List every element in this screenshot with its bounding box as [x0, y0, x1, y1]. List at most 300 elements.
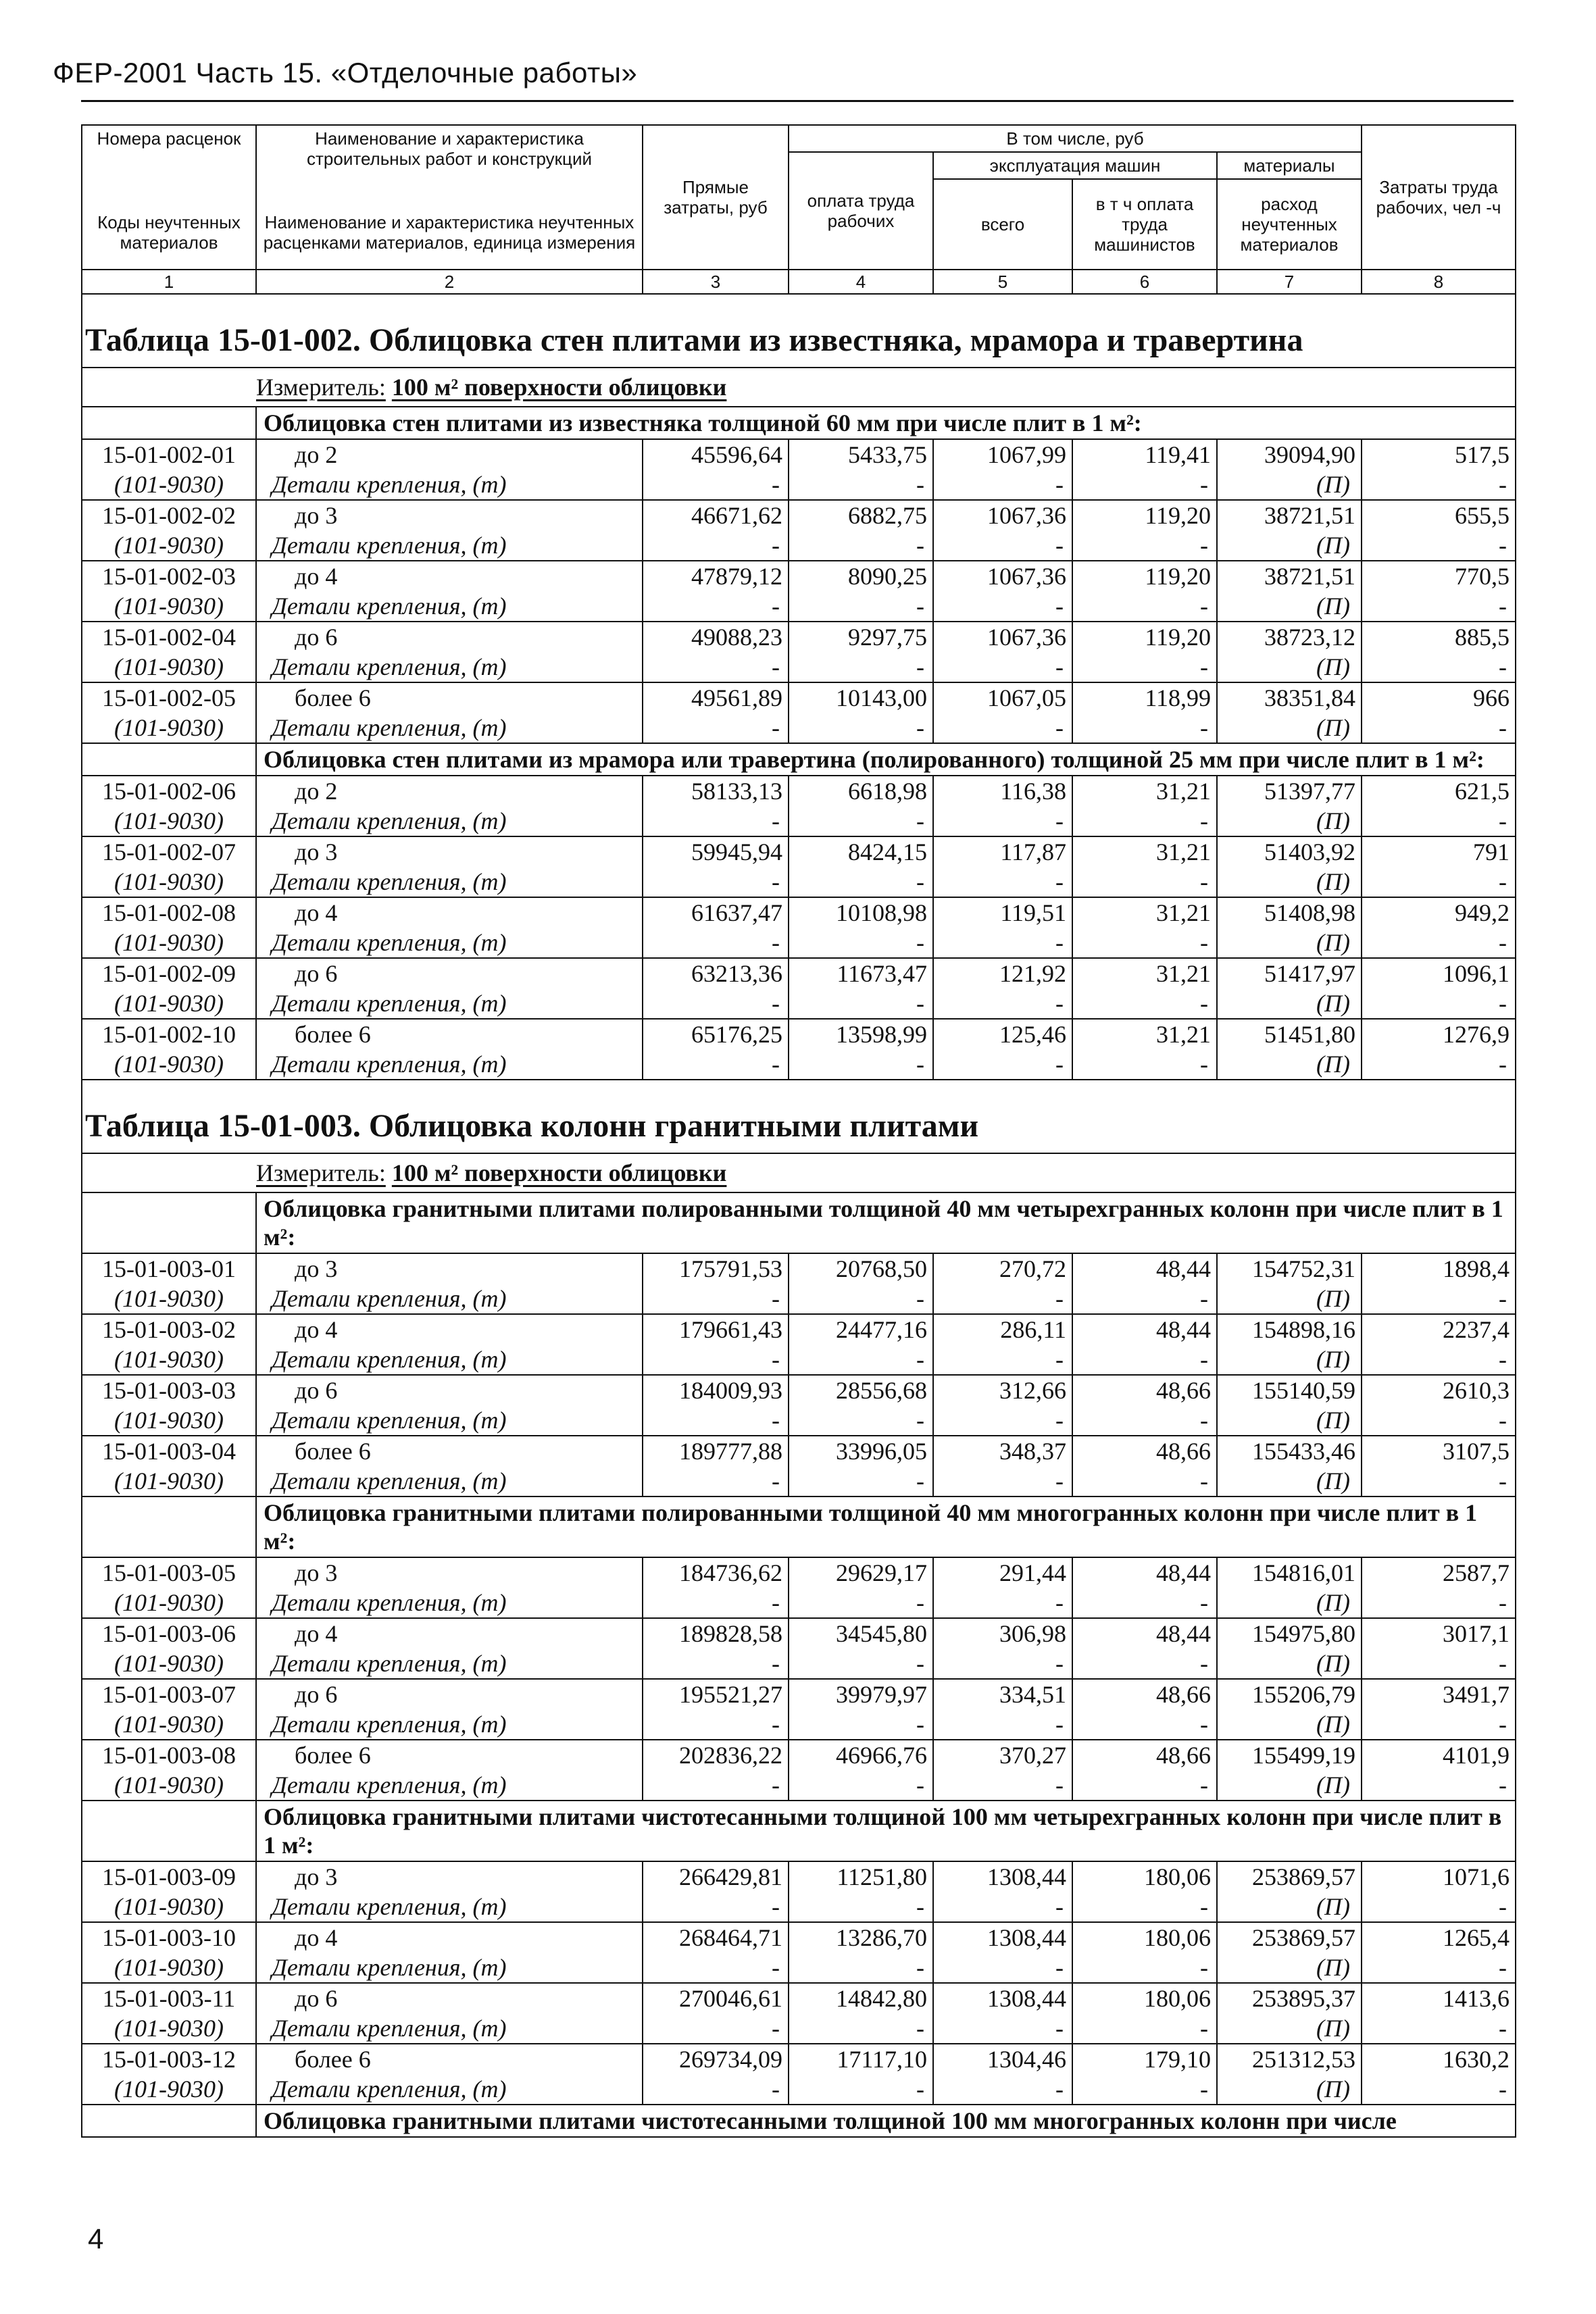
dash-cell: -	[789, 470, 933, 500]
materials-cost: 155206,79	[1217, 1679, 1362, 1709]
material-name: Детали крепления, (т)	[256, 1953, 643, 1983]
dash-cell: -	[643, 470, 789, 500]
page-number: 4	[88, 2223, 104, 2255]
header-rate-numbers: Номера расценок	[82, 125, 256, 195]
labor-pay: 11673,47	[789, 958, 933, 988]
header-direct-costs: Прямые затраты, руб	[643, 125, 789, 270]
dash-cell: -	[789, 1588, 933, 1618]
rate-code: 15-01-003-11	[82, 1983, 256, 2013]
dash-cell: -	[1362, 1770, 1516, 1801]
machinist-pay: 31,21	[1072, 897, 1217, 928]
material-code: (101-9030)	[82, 1284, 256, 1314]
dash-cell: -	[1072, 530, 1217, 561]
dash-cell: -	[789, 1344, 933, 1375]
dash-cell: -	[933, 1466, 1072, 1496]
direct-costs: 195521,27	[643, 1679, 789, 1709]
dash-cell: -	[643, 713, 789, 743]
rate-name: до 3	[256, 1557, 643, 1588]
dash-cell: -	[933, 530, 1072, 561]
material-name: Детали крепления, (т)	[256, 1892, 643, 1922]
rate-row	[82, 1922, 1516, 1953]
labor-pay: 14842,80	[789, 1983, 933, 2013]
labor-pay: 29629,17	[789, 1557, 933, 1588]
rate-name: до 3	[256, 1253, 643, 1284]
machinist-pay: 48,66	[1072, 1436, 1217, 1466]
rate-code: 15-01-002-07	[82, 836, 256, 867]
rate-code: 15-01-002-08	[82, 897, 256, 928]
dash-cell: -	[933, 652, 1072, 682]
header-materials-consumption: расход неучтенных материалов	[1217, 179, 1362, 270]
section-title-row	[82, 1801, 1516, 1861]
dash-cell: -	[1072, 2074, 1217, 2105]
dash-cell: -	[789, 1649, 933, 1679]
dash-cell: -	[933, 988, 1072, 1019]
material-row	[82, 1405, 1516, 1436]
section-spacer	[82, 1496, 256, 1557]
section-title: Облицовка гранитными плитами чистотесанными толщиной 100 мм многогранных колонн при числе	[256, 2105, 1516, 2137]
material-code: (101-9030)	[82, 1709, 256, 1740]
machine-total: 291,44	[933, 1557, 1072, 1588]
machinist-pay: 31,21	[1072, 1019, 1217, 1049]
dash-cell: -	[1072, 1466, 1217, 1496]
material-name: Детали крепления, (т)	[256, 1588, 643, 1618]
rate-code: 15-01-003-02	[82, 1314, 256, 1344]
machinist-pay: 119,20	[1072, 500, 1217, 530]
workers-cost: 3107,5	[1362, 1436, 1516, 1466]
rate-name: до 2	[256, 439, 643, 470]
dash-cell: -	[1362, 530, 1516, 561]
dash-cell: -	[933, 806, 1072, 836]
rate-name: более 6	[256, 1019, 643, 1049]
dash-cell: -	[1072, 1770, 1217, 1801]
material-unit: (П)	[1217, 2074, 1362, 2105]
meter-spacer	[82, 368, 256, 407]
dash-cell: -	[1362, 988, 1516, 1019]
labor-pay: 5433,75	[789, 439, 933, 470]
dash-cell: -	[933, 1770, 1072, 1801]
workers-cost: 885,5	[1362, 622, 1516, 652]
rate-name: более 6	[256, 2044, 643, 2074]
dash-cell: -	[1072, 867, 1217, 897]
workers-cost: 3017,1	[1362, 1618, 1516, 1649]
direct-costs: 46671,62	[643, 500, 789, 530]
dash-cell: -	[1362, 2013, 1516, 2044]
dash-cell: -	[789, 2013, 933, 2044]
material-code: (101-9030)	[82, 591, 256, 622]
rate-code: 15-01-002-01	[82, 439, 256, 470]
material-code: (101-9030)	[82, 1649, 256, 1679]
materials-cost: 39094,90	[1217, 439, 1362, 470]
rate-row	[82, 1618, 1516, 1649]
page-header: ФЕР-2001 Часть 15. «Отделочные работы»	[53, 57, 638, 89]
material-code: (101-9030)	[82, 470, 256, 500]
dash-cell: -	[933, 713, 1072, 743]
direct-costs: 184736,62	[643, 1557, 789, 1588]
material-code: (101-9030)	[82, 530, 256, 561]
rate-row	[82, 897, 1516, 928]
material-unit: (П)	[1217, 1892, 1362, 1922]
machine-total: 1308,44	[933, 1983, 1072, 2013]
dash-cell: -	[1072, 1649, 1217, 1679]
column-numbers-row	[82, 270, 1516, 294]
header-labor-pay: оплата труда рабочих	[789, 152, 933, 270]
machinist-pay: 31,21	[1072, 836, 1217, 867]
machinist-pay: 180,06	[1072, 1922, 1217, 1953]
material-name: Детали крепления, (т)	[256, 1466, 643, 1496]
table-meter	[256, 368, 1516, 407]
dash-cell: -	[643, 1405, 789, 1436]
material-code: (101-9030)	[82, 713, 256, 743]
material-name: Детали крепления, (т)	[256, 530, 643, 561]
rate-code: 15-01-003-06	[82, 1618, 256, 1649]
machinist-pay: 48,44	[1072, 1618, 1217, 1649]
machinist-pay: 48,44	[1072, 1314, 1217, 1344]
dash-cell: -	[1072, 1344, 1217, 1375]
dash-cell: -	[1362, 713, 1516, 743]
direct-costs: 179661,43	[643, 1314, 789, 1344]
rate-name: до 2	[256, 776, 643, 806]
dash-cell: -	[1362, 1649, 1516, 1679]
dash-cell: -	[789, 928, 933, 958]
machine-total: 286,11	[933, 1314, 1072, 1344]
dash-cell: -	[789, 713, 933, 743]
materials-cost: 154898,16	[1217, 1314, 1362, 1344]
labor-pay: 13598,99	[789, 1019, 933, 1049]
dash-cell: -	[933, 2013, 1072, 2044]
materials-cost: 253869,57	[1217, 1861, 1362, 1892]
rate-row	[82, 1557, 1516, 1588]
rate-code: 15-01-002-06	[82, 776, 256, 806]
materials-cost: 38351,84	[1217, 682, 1362, 713]
header-materials: материалы	[1217, 152, 1362, 179]
labor-pay: 6882,75	[789, 500, 933, 530]
column-number: 5	[933, 270, 1072, 294]
direct-costs: 270046,61	[643, 1983, 789, 2013]
labor-pay: 20768,50	[789, 1253, 933, 1284]
material-code: (101-9030)	[82, 1953, 256, 1983]
machine-total: 1308,44	[933, 1861, 1072, 1892]
dash-cell: -	[1072, 1049, 1217, 1080]
rate-name: до 6	[256, 1375, 643, 1405]
rate-code: 15-01-003-04	[82, 1436, 256, 1466]
dash-cell: -	[789, 530, 933, 561]
column-number: 8	[1362, 270, 1516, 294]
labor-pay: 17117,10	[789, 2044, 933, 2074]
dash-cell: -	[1362, 1588, 1516, 1618]
rate-row	[82, 622, 1516, 652]
column-number: 1	[82, 270, 256, 294]
dash-cell: -	[789, 1892, 933, 1922]
materials-cost: 51451,80	[1217, 1019, 1362, 1049]
dash-cell: -	[1072, 1588, 1217, 1618]
workers-cost: 1630,2	[1362, 2044, 1516, 2074]
materials-cost: 251312,53	[1217, 2044, 1362, 2074]
direct-costs: 184009,93	[643, 1375, 789, 1405]
dash-cell: -	[933, 2074, 1072, 2105]
rate-name: до 4	[256, 1314, 643, 1344]
material-unit: (П)	[1217, 928, 1362, 958]
material-code: (101-9030)	[82, 988, 256, 1019]
rate-code: 15-01-003-08	[82, 1740, 256, 1770]
column-number: 6	[1072, 270, 1217, 294]
material-unit: (П)	[1217, 1466, 1362, 1496]
dash-cell: -	[789, 2074, 933, 2105]
header-material-name: Наименование и характеристика неучтенных расценками материалов, единица измерения	[256, 195, 643, 270]
dash-cell: -	[643, 1649, 789, 1679]
rate-name: до 3	[256, 1861, 643, 1892]
dash-cell: -	[1072, 591, 1217, 622]
material-name: Детали крепления, (т)	[256, 806, 643, 836]
dash-cell: -	[789, 988, 933, 1019]
section-spacer	[82, 407, 256, 439]
rate-name: до 4	[256, 561, 643, 591]
direct-costs: 65176,25	[643, 1019, 789, 1049]
labor-pay: 8424,15	[789, 836, 933, 867]
materials-cost: 155433,46	[1217, 1436, 1362, 1466]
workers-cost: 949,2	[1362, 897, 1516, 928]
direct-costs: 175791,53	[643, 1253, 789, 1284]
material-row	[82, 1049, 1516, 1080]
material-row	[82, 928, 1516, 958]
column-number: 3	[643, 270, 789, 294]
rate-code: 15-01-002-09	[82, 958, 256, 988]
material-row	[82, 470, 1516, 500]
machine-total: 1308,44	[933, 1922, 1072, 1953]
machinist-pay: 119,20	[1072, 622, 1217, 652]
material-unit: (П)	[1217, 1284, 1362, 1314]
workers-cost: 655,5	[1362, 500, 1516, 530]
dash-cell: -	[643, 1588, 789, 1618]
rates-table-container	[81, 124, 1515, 2138]
machine-total: 306,98	[933, 1618, 1072, 1649]
dash-cell: -	[1362, 1344, 1516, 1375]
material-row	[82, 1466, 1516, 1496]
material-row	[82, 806, 1516, 836]
dash-cell: -	[1072, 1709, 1217, 1740]
material-code: (101-9030)	[82, 1344, 256, 1375]
material-code: (101-9030)	[82, 652, 256, 682]
rate-code: 15-01-003-09	[82, 1861, 256, 1892]
dash-cell: -	[1362, 470, 1516, 500]
materials-cost: 155140,59	[1217, 1375, 1362, 1405]
direct-costs: 49088,23	[643, 622, 789, 652]
dash-cell: -	[1362, 1466, 1516, 1496]
material-name: Детали крепления, (т)	[256, 988, 643, 1019]
section-title: Облицовка стен плитами из мрамора или травертина (полированного) толщиной 25 мм при числе плит в 1 м²:	[256, 743, 1516, 776]
machine-total: 1067,36	[933, 500, 1072, 530]
workers-cost: 2587,7	[1362, 1557, 1516, 1588]
dash-cell: -	[643, 806, 789, 836]
dash-cell: -	[1072, 652, 1217, 682]
machinist-pay: 31,21	[1072, 958, 1217, 988]
section-spacer	[82, 1801, 256, 1861]
material-unit: (П)	[1217, 1770, 1362, 1801]
rate-code: 15-01-003-10	[82, 1922, 256, 1953]
workers-cost: 517,5	[1362, 439, 1516, 470]
workers-cost: 2610,3	[1362, 1375, 1516, 1405]
material-code: (101-9030)	[82, 1588, 256, 1618]
machinist-pay: 180,06	[1072, 1861, 1217, 1892]
rate-row	[82, 1375, 1516, 1405]
rate-row	[82, 561, 1516, 591]
machine-total: 1067,05	[933, 682, 1072, 713]
header-rule	[81, 100, 1514, 102]
material-unit: (П)	[1217, 1405, 1362, 1436]
labor-pay: 8090,25	[789, 561, 933, 591]
rate-name: более 6	[256, 682, 643, 713]
machine-total: 116,38	[933, 776, 1072, 806]
dash-cell: -	[1362, 1709, 1516, 1740]
dash-cell: -	[789, 652, 933, 682]
section-title-row	[82, 407, 1516, 439]
rate-code: 15-01-003-07	[82, 1679, 256, 1709]
rate-row	[82, 439, 1516, 470]
material-unit: (П)	[1217, 867, 1362, 897]
rate-name: до 4	[256, 897, 643, 928]
rate-code: 15-01-002-05	[82, 682, 256, 713]
workers-cost: 4101,9	[1362, 1740, 1516, 1770]
rate-code: 15-01-003-03	[82, 1375, 256, 1405]
dash-cell: -	[643, 1892, 789, 1922]
materials-cost: 51408,98	[1217, 897, 1362, 928]
dash-cell: -	[1072, 1953, 1217, 1983]
workers-cost: 2237,4	[1362, 1314, 1516, 1344]
rate-name: до 6	[256, 622, 643, 652]
labor-pay: 9297,75	[789, 622, 933, 652]
dash-cell: -	[1362, 1892, 1516, 1922]
dash-cell: -	[933, 1649, 1072, 1679]
material-row	[82, 1284, 1516, 1314]
dash-cell: -	[643, 2074, 789, 2105]
rate-name: более 6	[256, 1740, 643, 1770]
section-title: Облицовка стен плитами из известняка толщиной 60 мм при числе плит в 1 м²:	[256, 407, 1516, 439]
direct-costs: 268464,71	[643, 1922, 789, 1953]
table-title: Таблица 15-01-002. Облицовка стен плитами из известняка, мрамора и травертина	[82, 294, 1516, 368]
machinist-pay: 48,66	[1072, 1740, 1217, 1770]
material-code: (101-9030)	[82, 928, 256, 958]
machine-total: 1304,46	[933, 2044, 1072, 2074]
dash-cell: -	[789, 806, 933, 836]
dash-cell: -	[933, 1284, 1072, 1314]
material-unit: (П)	[1217, 1049, 1362, 1080]
direct-costs: 45596,64	[643, 439, 789, 470]
direct-costs: 61637,47	[643, 897, 789, 928]
material-code: (101-9030)	[82, 867, 256, 897]
machinist-pay: 119,20	[1072, 561, 1217, 591]
section-spacer	[82, 2105, 256, 2137]
dash-cell: -	[789, 1770, 933, 1801]
dash-cell: -	[1362, 1405, 1516, 1436]
material-unit: (П)	[1217, 1709, 1362, 1740]
rate-row	[82, 1740, 1516, 1770]
dash-cell: -	[643, 928, 789, 958]
direct-costs: 266429,81	[643, 1861, 789, 1892]
section-title: Облицовка гранитными плитами полированными толщиной 40 мм четырехгранных колонн при числе плит в 1 м²:	[256, 1192, 1516, 1253]
dash-cell: -	[1362, 806, 1516, 836]
header-machinist-pay: в т ч оплата труда машинистов	[1072, 179, 1217, 270]
materials-cost: 154752,31	[1217, 1253, 1362, 1284]
dash-cell: -	[789, 1049, 933, 1080]
workers-cost: 770,5	[1362, 561, 1516, 591]
labor-pay: 34545,80	[789, 1618, 933, 1649]
machine-total: 312,66	[933, 1375, 1072, 1405]
material-row	[82, 1892, 1516, 1922]
section-title-row	[82, 1192, 1516, 1253]
rates-table	[81, 124, 1516, 2138]
machine-total: 1067,99	[933, 439, 1072, 470]
workers-cost: 1071,6	[1362, 1861, 1516, 1892]
material-code: (101-9030)	[82, 1892, 256, 1922]
dash-cell: -	[1072, 988, 1217, 1019]
machinist-pay: 48,44	[1072, 1557, 1217, 1588]
material-unit: (П)	[1217, 470, 1362, 500]
dash-cell: -	[1072, 713, 1217, 743]
rate-name: до 6	[256, 1679, 643, 1709]
dash-cell: -	[643, 591, 789, 622]
header-workers-costs: Затраты труда рабочих, чел -ч	[1362, 125, 1516, 270]
rate-row	[82, 1019, 1516, 1049]
rate-name: до 6	[256, 958, 643, 988]
dash-cell: -	[1362, 1284, 1516, 1314]
material-unit: (П)	[1217, 2013, 1362, 2044]
material-row	[82, 652, 1516, 682]
material-row	[82, 1953, 1516, 1983]
dash-cell: -	[933, 591, 1072, 622]
material-code: (101-9030)	[82, 806, 256, 836]
dash-cell: -	[1072, 1284, 1217, 1314]
workers-cost: 621,5	[1362, 776, 1516, 806]
rate-code: 15-01-002-04	[82, 622, 256, 652]
rate-row	[82, 1679, 1516, 1709]
dash-cell: -	[643, 1953, 789, 1983]
rate-code: 15-01-003-05	[82, 1557, 256, 1588]
machinist-pay: 48,44	[1072, 1253, 1217, 1284]
rate-name: до 6	[256, 1983, 643, 2013]
material-name: Детали крепления, (т)	[256, 2013, 643, 2044]
materials-cost: 155499,19	[1217, 1740, 1362, 1770]
material-unit: (П)	[1217, 1953, 1362, 1983]
machine-total: 270,72	[933, 1253, 1072, 1284]
materials-cost: 51403,92	[1217, 836, 1362, 867]
rate-row	[82, 1253, 1516, 1284]
dash-cell: -	[933, 1588, 1072, 1618]
table-title-row	[82, 294, 1516, 368]
dash-cell: -	[643, 2013, 789, 2044]
table-meter	[256, 1153, 1516, 1192]
rate-name: более 6	[256, 1436, 643, 1466]
material-name: Детали крепления, (т)	[256, 470, 643, 500]
material-name: Детали крепления, (т)	[256, 1284, 643, 1314]
header-machine-operation: эксплуатация машин	[933, 152, 1217, 179]
machinist-pay: 48,66	[1072, 1375, 1217, 1405]
dash-cell: -	[933, 867, 1072, 897]
material-name: Детали крепления, (т)	[256, 1344, 643, 1375]
material-unit: (П)	[1217, 988, 1362, 1019]
material-row	[82, 1344, 1516, 1375]
workers-cost: 1276,9	[1362, 1019, 1516, 1049]
material-name: Детали крепления, (т)	[256, 591, 643, 622]
rate-name: до 3	[256, 836, 643, 867]
machinist-pay: 31,21	[1072, 776, 1217, 806]
dash-cell: -	[789, 591, 933, 622]
labor-pay: 28556,68	[789, 1375, 933, 1405]
section-spacer	[82, 1192, 256, 1253]
dash-cell: -	[643, 1344, 789, 1375]
machinist-pay: 118,99	[1072, 682, 1217, 713]
material-unit: (П)	[1217, 530, 1362, 561]
material-unit: (П)	[1217, 652, 1362, 682]
labor-pay: 10143,00	[789, 682, 933, 713]
